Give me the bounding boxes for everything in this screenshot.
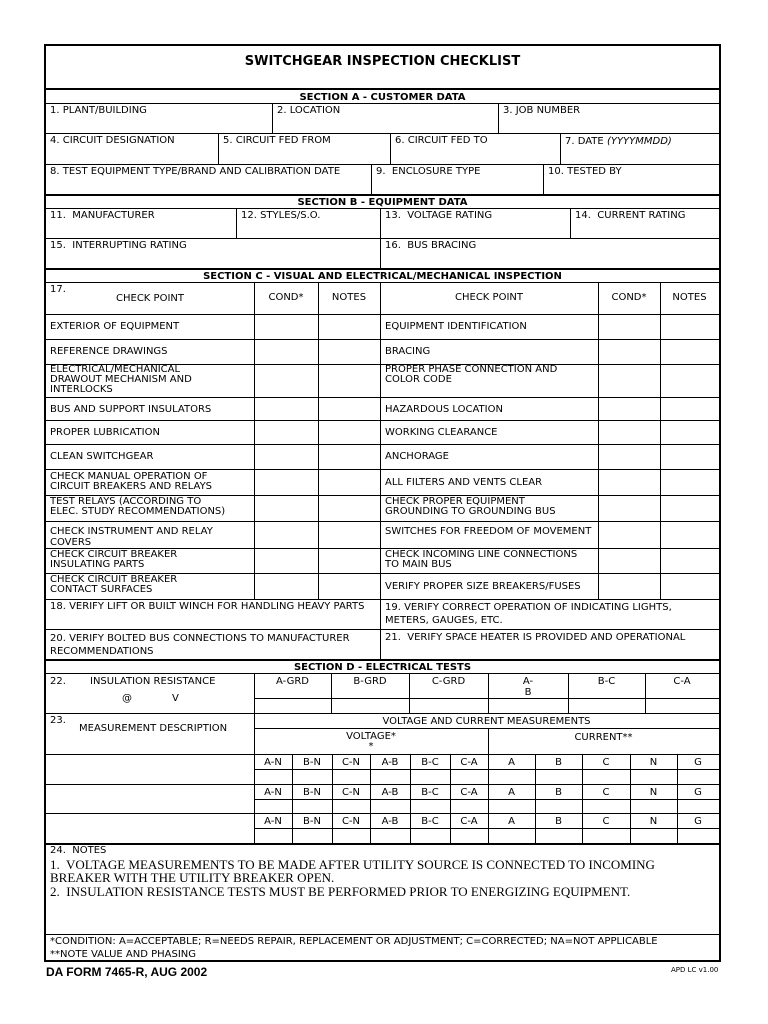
meas-col-header: A-B <box>381 757 399 768</box>
meas-col-header: A <box>508 816 515 827</box>
check-item-right: PROPER PHASE CONNECTION AND COLOR CODE <box>385 364 558 385</box>
ir-col-header: B-GRD <box>353 676 387 687</box>
divider <box>543 164 544 194</box>
divider <box>46 673 719 674</box>
meas-col-header: C-A <box>460 787 478 798</box>
check-item-left: CHECK CIRCUIT BREAKER CONTACT SURFACES <box>50 574 178 595</box>
divider <box>318 282 319 599</box>
divider <box>46 521 719 522</box>
bus-bracing-field[interactable]: 16. BUS BRACING <box>385 240 477 251</box>
divider <box>46 713 719 714</box>
vc-measurements-label: VOLTAGE AND CURRENT MEASUREMENTS <box>382 716 591 727</box>
voltage-label: VOLTAGE* * <box>346 731 396 752</box>
meas-col-header: B-C <box>421 787 439 798</box>
current-rating-field[interactable]: 14. CURRENT RATING <box>575 210 686 221</box>
check-item-left: BUS AND SUPPORT INSULATORS <box>50 404 212 415</box>
meas-col-header: A-B <box>381 787 399 798</box>
meas-col-header: N <box>649 816 658 827</box>
meas-col-header: B <box>555 787 562 798</box>
check-item-right: BRACING <box>385 346 431 357</box>
cond-header-left: COND* <box>268 292 304 303</box>
circuit-designation-field[interactable]: 4. CIRCUIT DESIGNATION <box>50 135 175 146</box>
divider <box>498 103 499 133</box>
divider <box>272 103 273 133</box>
meas-col-header: A-N <box>264 787 282 798</box>
meas-col-header: A <box>508 757 515 768</box>
meas-col-header: B <box>555 757 562 768</box>
divider <box>46 238 719 239</box>
styles-field[interactable]: 12. STYLES/S.O. <box>241 210 321 221</box>
form-number: DA FORM 7465-R, AUG 2002 <box>46 965 208 979</box>
meas-col-header: G <box>694 816 702 827</box>
date-label: 7. DATE <box>565 136 604 147</box>
divider <box>598 282 599 599</box>
divider <box>46 339 719 340</box>
ir-col-header: A-GRD <box>276 676 309 687</box>
meas-col-header: B-N <box>303 757 321 768</box>
item-18: 18. VERIFY LIFT OR BUILT WINCH FOR HANDLING HEAVY PARTS <box>50 601 365 612</box>
check-item-right: CHECK INCOMING LINE CONNECTIONS TO MAIN BUS <box>385 549 578 570</box>
divider <box>570 208 571 238</box>
divider <box>46 133 719 134</box>
meas-col-header: G <box>694 787 702 798</box>
item-17-number: 17. <box>50 284 66 295</box>
note-1: 1. VOLTAGE MEASUREMENTS TO BE MADE AFTER UTILITY SOURCE IS CONNECTED TO INCOMING BREAKER WITH THE UTILITY BREAKER OPEN. <box>50 857 655 885</box>
item-22-number: 22. <box>50 676 66 687</box>
divider <box>254 769 719 770</box>
divider <box>236 208 237 238</box>
divider <box>371 164 372 194</box>
ir-col-header: C-A <box>673 676 691 687</box>
meas-col-header: G <box>694 757 702 768</box>
divider <box>46 282 719 283</box>
item-19: 19. VERIFY CORRECT OPERATION OF INDICATING LIGHTS, METERS, GAUGES, ETC. <box>385 602 672 626</box>
check-item-right: VERIFY PROPER SIZE BREAKERS/FUSES <box>385 581 581 592</box>
check-point-header-right: CHECK POINT <box>455 292 523 303</box>
job-number-field[interactable]: 3. JOB NUMBER <box>503 105 581 116</box>
tested-by-field[interactable]: 10. TESTED BY <box>548 166 622 177</box>
item-23-number: 23. <box>50 715 66 726</box>
plant-field[interactable]: 1. PLANT/BUILDING <box>50 105 147 116</box>
divider <box>46 629 719 630</box>
check-item-left: CHECK INSTRUMENT AND RELAY COVERS <box>50 526 213 548</box>
at-sign: @ <box>122 693 132 704</box>
divider <box>46 659 719 661</box>
check-item-right: ALL FILTERS AND VENTS CLEAR <box>385 477 543 488</box>
divider <box>46 784 719 785</box>
section-a-header: SECTION A - CUSTOMER DATA <box>299 92 466 103</box>
check-item-right: EQUIPMENT IDENTIFICATION <box>385 321 527 332</box>
section-c-header: SECTION C - VISUAL AND ELECTRICAL/MECHANICAL INSPECTION <box>203 271 562 282</box>
divider <box>560 133 561 164</box>
check-item-left: PROPER LUBRICATION <box>50 427 160 438</box>
divider <box>254 728 719 729</box>
divider <box>254 698 719 699</box>
divider <box>46 397 719 398</box>
check-item-right: CHECK PROPER EQUIPMENT GROUNDING TO GROUNDING BUS <box>385 496 556 517</box>
cond-header-right: COND* <box>611 292 647 303</box>
check-item-right: HAZARDOUS LOCATION <box>385 404 503 415</box>
divider <box>46 194 719 196</box>
note-legend: **NOTE VALUE AND PHASING <box>50 949 197 960</box>
divider <box>46 103 719 104</box>
meas-col-header: C-N <box>341 787 361 798</box>
divider <box>46 843 719 845</box>
check-item-left: ELECTRICAL/MECHANICAL DRAWOUT MECHANISM AND INTERLOCKS <box>50 364 192 395</box>
meas-col-header: A-B <box>381 816 399 827</box>
item-20: 20. VERIFY BOLTED BUS CONNECTIONS TO MANUFACTURER RECOMMENDATIONS <box>50 633 350 657</box>
divider <box>254 828 719 829</box>
divider <box>254 799 719 800</box>
volt-unit: V <box>172 693 179 704</box>
divider <box>46 599 719 600</box>
divider <box>46 420 719 421</box>
divider <box>660 282 661 599</box>
divider <box>46 164 719 165</box>
ir-col-header: A- B <box>522 676 534 698</box>
check-item-right: SWITCHES FOR FREEDOM OF MOVEMENT <box>385 526 592 537</box>
manufacturer-field[interactable]: 11. MANUFACTURER <box>50 210 155 221</box>
section-d-header: SECTION D - ELECTRICAL TESTS <box>293 662 472 673</box>
meas-col-header: N <box>649 787 658 798</box>
enclosure-type-field[interactable]: 9. ENCLOSURE TYPE <box>376 166 481 177</box>
check-item-right: ANCHORAGE <box>385 451 449 462</box>
divider <box>218 133 219 164</box>
meas-col-header: B <box>555 816 562 827</box>
circuit-fed-to-field[interactable]: 6. CIRCUIT FED TO <box>395 135 488 146</box>
divider <box>46 469 719 470</box>
item-21: 21. VERIFY SPACE HEATER IS PROVIDED AND OPERATIONAL <box>385 632 686 643</box>
notes-header-left: NOTES <box>331 292 367 303</box>
test-equipment-field[interactable]: 8. TEST EQUIPMENT TYPE/BRAND AND CALIBRATION DATE <box>50 166 341 177</box>
interrupting-rating-field[interactable]: 15. INTERRUPTING RATING <box>50 240 187 251</box>
check-item-left: EXTERIOR OF EQUIPMENT <box>50 321 180 332</box>
note-2: 2. INSULATION RESISTANCE TESTS MUST BE PERFORMED PRIOR TO ENERGIZING EQUIPMENT. <box>50 884 631 899</box>
divider <box>46 934 719 935</box>
voltage-rating-field[interactable]: 13. VOLTAGE RATING <box>385 210 493 221</box>
meas-col-header: C <box>602 757 610 768</box>
meas-col-header: A-N <box>264 757 282 768</box>
meas-col-header: B-C <box>421 757 439 768</box>
check-point-header-left: CHECK POINT <box>116 293 184 304</box>
current-label: CURRENT** <box>574 732 633 743</box>
ir-col-header: B-C <box>597 676 616 687</box>
divider <box>46 208 719 209</box>
check-item-left: CLEAN SWITCHGEAR <box>50 451 154 462</box>
divider <box>254 282 255 599</box>
ir-col-header: C-GRD <box>431 676 466 687</box>
check-item-left: REFERENCE DRAWINGS <box>50 346 168 357</box>
divider <box>46 88 719 90</box>
divider <box>46 268 719 270</box>
condition-legend: *CONDITION: A=ACCEPTABLE; R=NEEDS REPAIR, REPLACEMENT OR ADJUSTMENT; C=CORRECTED; NA=NOT APPLICABLE <box>50 936 658 947</box>
divider <box>46 754 719 755</box>
divider <box>390 133 391 164</box>
measurement-description-label: MEASUREMENT DESCRIPTION <box>79 723 228 734</box>
section-b-header: SECTION B - EQUIPMENT DATA <box>297 197 468 208</box>
check-item-right: WORKING CLEARANCE <box>385 427 498 438</box>
date-field[interactable] <box>565 136 672 147</box>
meas-col-header: C <box>602 787 610 798</box>
meas-col-header: A-N <box>264 816 282 827</box>
date-format: (YYYYMMDD) <box>606 136 672 147</box>
location-field[interactable]: 2. LOCATION <box>277 105 341 116</box>
meas-col-header: C-N <box>341 757 361 768</box>
divider <box>46 314 719 315</box>
inspection-form <box>44 44 721 962</box>
divider <box>46 813 719 814</box>
check-item-left: TEST RELAYS (ACCORDING TO ELEC. STUDY RECOMMENDATIONS) <box>50 496 226 517</box>
circuit-fed-from-field[interactable]: 5. CIRCUIT FED FROM <box>223 135 331 146</box>
form-title: SWITCHGEAR INSPECTION CHECKLIST <box>244 54 521 69</box>
version-label: APD LC v1.00 <box>671 966 719 974</box>
meas-col-header: B-C <box>421 816 439 827</box>
meas-col-header: N <box>649 757 658 768</box>
meas-col-header: C-A <box>460 757 478 768</box>
meas-col-header: B-N <box>303 816 321 827</box>
meas-col-header: C-N <box>341 816 361 827</box>
meas-col-header: B-N <box>303 787 321 798</box>
notes-label: 24. NOTES <box>50 845 107 856</box>
divider <box>46 444 719 445</box>
notes-header-right: NOTES <box>672 292 707 303</box>
meas-col-header: C-A <box>460 816 478 827</box>
check-item-left: CHECK MANUAL OPERATION OF CIRCUIT BREAKERS AND RELAYS <box>50 471 213 492</box>
check-item-left: CHECK CIRCUIT BREAKER INSULATING PARTS <box>50 549 178 570</box>
meas-col-header: C <box>602 816 610 827</box>
meas-col-header: A <box>508 787 515 798</box>
insulation-resistance-label: INSULATION RESISTANCE <box>90 676 216 687</box>
